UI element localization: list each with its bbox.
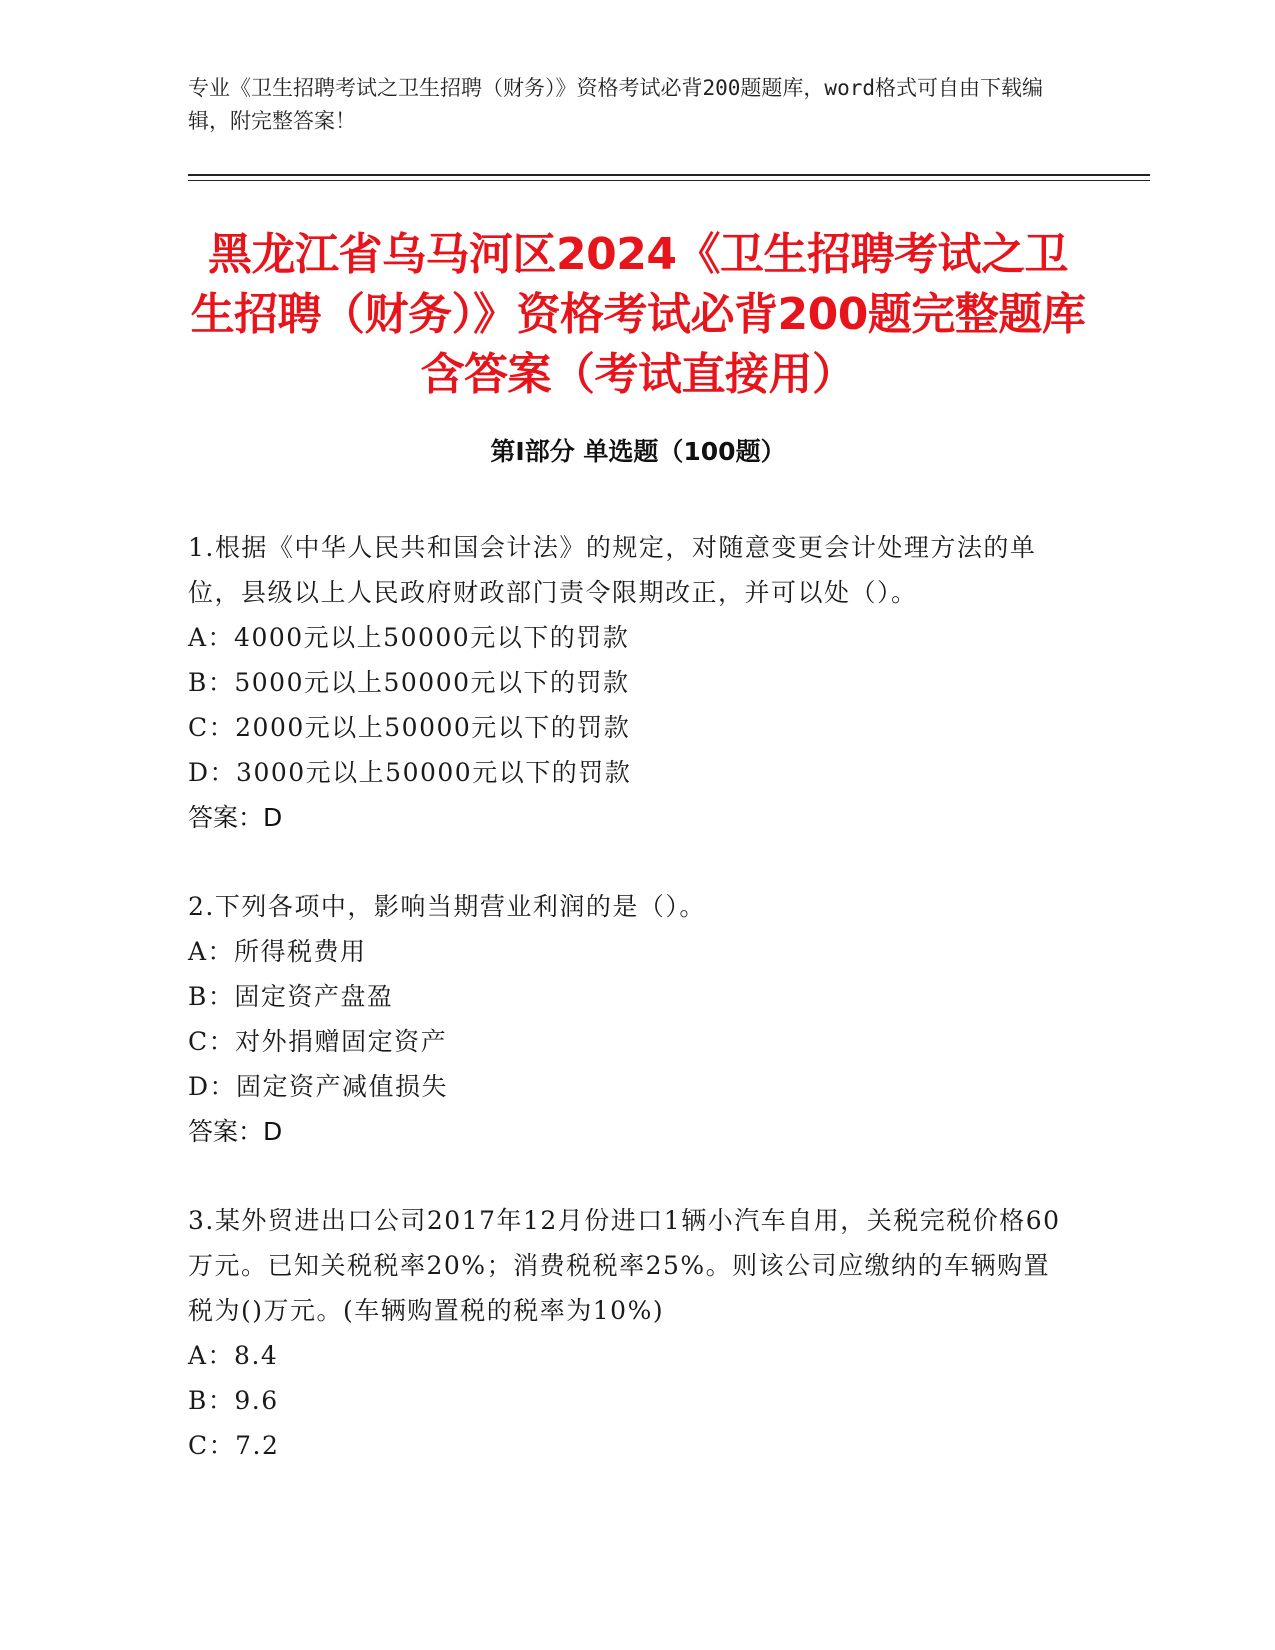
question-stem: 2.下列各项中，影响当期营业利润的是（）。 bbox=[188, 892, 706, 921]
header-divider bbox=[188, 174, 1150, 181]
question-3 bbox=[188, 1198, 1068, 1468]
option-c: C：2000元以上50000元以下的罚款 bbox=[188, 713, 631, 742]
question-stem: 3.某外贸进出口公司2017年12月份进口1辆小汽车自用，关税完税价格60万元。已知关税税率20%；消费税税率25%。则该公司应缴纳的车辆购置税为()万元。(车辆购置税的税率为10%) bbox=[188, 1206, 1061, 1325]
header-note: 专业《卫生招聘考试之卫生招聘（财务）》资格考试必背200题题库，word格式可自由下载编辑，附完整答案！ bbox=[188, 76, 1043, 133]
option-b: B：5000元以上50000元以下的罚款 bbox=[188, 668, 630, 697]
option-a: A：4000元以上50000元以下的罚款 bbox=[188, 623, 630, 652]
option-c: C：7.2 bbox=[188, 1431, 280, 1460]
option-c: C：对外捐赠固定资产 bbox=[188, 1027, 448, 1056]
option-a: A：8.4 bbox=[188, 1341, 279, 1370]
document-title: 黑龙江省乌马河区2024《卫生招聘考试之卫生招聘（财务）》资格考试必背200题完整题库含答案（考试直接用） bbox=[190, 229, 1086, 400]
answer: 答案：D bbox=[188, 1117, 283, 1146]
option-a: A：所得税费用 bbox=[188, 937, 367, 966]
question-2 bbox=[188, 884, 1068, 1154]
question-1 bbox=[188, 525, 1068, 840]
question-list bbox=[188, 525, 1068, 1512]
option-d: D：3000元以上50000元以下的罚款 bbox=[188, 758, 632, 787]
option-b: B：固定资产盘盈 bbox=[188, 982, 394, 1011]
option-d: D：固定资产减值损失 bbox=[188, 1072, 449, 1101]
section-heading: 第Ⅰ部分 单选题（100题） bbox=[490, 437, 786, 466]
option-b: B：9.6 bbox=[188, 1386, 279, 1415]
question-stem: 1.根据《中华人民共和国会计法》的规定，对随意变更会计处理方法的单位，县级以上人民政府财政部门责令限期改正，并可以处（）。 bbox=[188, 533, 1037, 607]
answer: 答案：D bbox=[188, 803, 283, 832]
